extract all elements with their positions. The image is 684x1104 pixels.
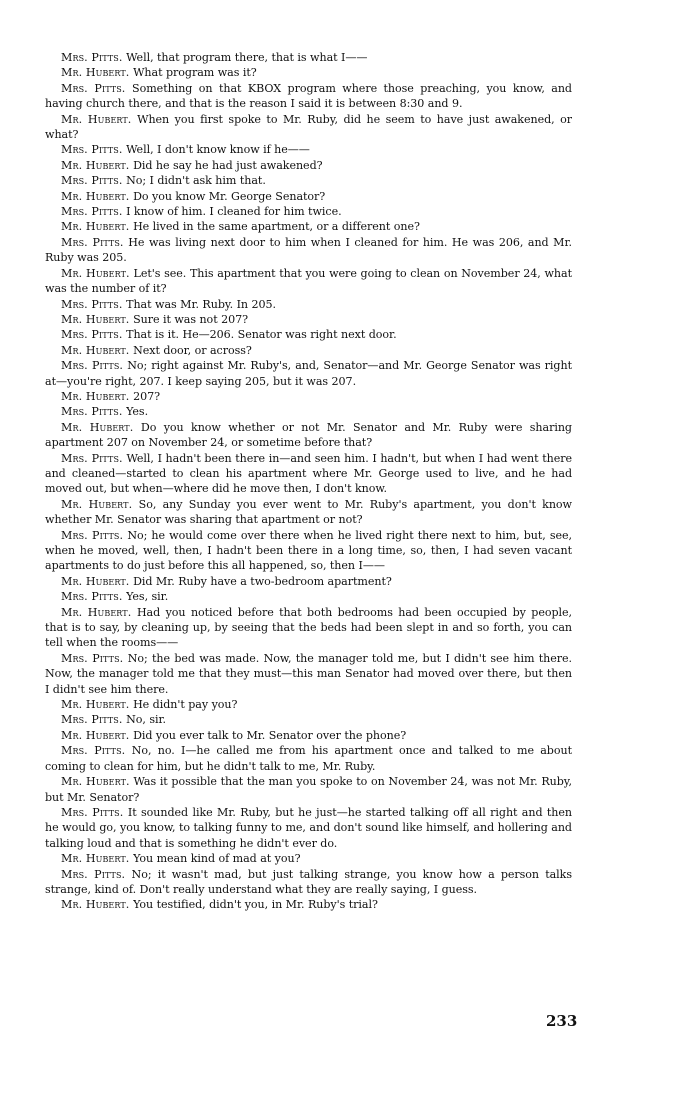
testimony-paragraph bbox=[45, 743, 572, 774]
speaker-name: Mr. Hubert. bbox=[61, 389, 130, 403]
statement-text: No; he would come over there when he lived right there next to him, but, see, when he moved, well, then, I hadn't been there in a long time, so, then, I had seven vacant apartments to do just before this all happened, so, then I—— bbox=[45, 528, 572, 573]
statement-text: Next door, or across? bbox=[133, 343, 252, 357]
testimony-paragraph bbox=[45, 497, 572, 528]
speaker-name: Mrs. Pitts. bbox=[61, 359, 124, 373]
speaker-name: Mr. Hubert. bbox=[61, 312, 130, 326]
testimony-paragraph bbox=[45, 805, 572, 851]
statement-text: It sounded like Mr. Ruby, but he just—he started talking off all right and then he would go, you know, to talking funny to me, and don't sound like himself, and hollering and talking loud and that is something he didn't ever do. bbox=[45, 805, 572, 850]
statement-text: Well, I hadn't been there in—and seen him. I hadn't, but when I had went there and cleaned—started to clean his apartment where Mr. George used to live, and he had moved out, but when—where did he move then, I don't know. bbox=[45, 451, 572, 496]
statement-text: Had you noticed before that both bedrooms had been occupied by people, that is to say, by cleaning up, by seeing that the beds had been slept in and so forth, you can tell when the rooms—— bbox=[45, 605, 572, 650]
testimony-paragraph bbox=[45, 574, 572, 589]
testimony-paragraph bbox=[45, 420, 572, 451]
statement-text: No, no. I—he called me from his apartment once and talked to me about coming to clean for him, but he didn't talk to me, Mr. Ruby. bbox=[45, 744, 572, 773]
testimony-paragraph bbox=[45, 65, 572, 80]
speaker-name: Mrs. Pitts. bbox=[61, 867, 126, 881]
statement-text: So, any Sunday you ever went to Mr. Ruby's apartment, you don't know whether Mr. Senator was sharing that apartment or not? bbox=[45, 497, 572, 527]
speaker-name: Mr. Hubert. bbox=[61, 266, 130, 280]
testimony-paragraph bbox=[45, 266, 572, 297]
statement-text: No, sir. bbox=[126, 713, 166, 727]
testimony-paragraph bbox=[45, 867, 572, 898]
statement-text: I know of him. I cleaned for him twice. bbox=[126, 205, 342, 219]
testimony-paragraph bbox=[45, 343, 572, 358]
statement-text: You testified, didn't you, in Mr. Ruby's trial? bbox=[133, 898, 378, 912]
page-number: 233 bbox=[546, 1012, 578, 1030]
speaker-name: Mr. Hubert. bbox=[61, 698, 130, 712]
speaker-name: Mrs. Pitts. bbox=[61, 805, 124, 819]
testimony-paragraph bbox=[45, 651, 572, 697]
testimony-paragraph bbox=[45, 528, 572, 574]
statement-text: What program was it? bbox=[133, 66, 257, 80]
statement-text: No; it wasn't mad, but just talking strange, you know how a person talks strange, kind of. Don't really understand what they are really saying, I guess. bbox=[45, 867, 572, 896]
testimony-paragraph bbox=[45, 204, 572, 219]
testimony-paragraph bbox=[45, 589, 572, 604]
testimony-paragraph bbox=[45, 312, 572, 327]
statement-text: Well, that program there, that is what I—— bbox=[126, 51, 368, 64]
statement-text: Something on that KBOX program where those preaching, you know, and having church there, and that is the reason I said it is between 8:30 and 9. bbox=[45, 81, 572, 111]
testimony-paragraph bbox=[45, 851, 572, 866]
statement-text: You mean kind of mad at you? bbox=[133, 852, 301, 866]
statement-text: Did Mr. Ruby have a two-bedroom apartment? bbox=[133, 574, 392, 588]
statement-text: He lived in the same apartment, or a different one? bbox=[133, 220, 420, 234]
speaker-name: Mr. Hubert. bbox=[61, 220, 130, 234]
statement-text: Was it possible that the man you spoke to on November 24, was not Mr. Ruby, but Mr. Senator? bbox=[45, 775, 572, 804]
statement-text: No; the bed was made. Now, the manager told me, but I didn't see him there. Now, the manager told me that they must—this man Senator had moved over there, but then I didn't see him there. bbox=[45, 651, 572, 696]
statement-text: When you first spoke to Mr. Ruby, did he seem to have just awakened, or what? bbox=[45, 112, 572, 142]
transcript-page bbox=[45, 50, 572, 1060]
testimony-paragraph bbox=[45, 774, 572, 805]
speaker-name: Mr. Hubert. bbox=[61, 728, 130, 742]
statement-text: Yes. bbox=[126, 405, 149, 419]
statement-text: 207? bbox=[133, 389, 160, 403]
speaker-name: Mr. Hubert. bbox=[61, 574, 130, 588]
speaker-name: Mrs. Pitts. bbox=[61, 451, 123, 465]
speaker-name: Mrs. Pitts. bbox=[61, 51, 123, 64]
testimony-paragraph bbox=[45, 728, 572, 743]
testimony-paragraph bbox=[45, 219, 572, 234]
testimony-paragraph bbox=[45, 142, 572, 157]
speaker-name: Mr. Hubert. bbox=[61, 343, 130, 357]
speaker-name: Mrs. Pitts. bbox=[61, 235, 124, 249]
speaker-name: Mr. Hubert. bbox=[61, 497, 133, 511]
speaker-name: Mrs. Pitts. bbox=[61, 713, 123, 727]
speaker-name: Mrs. Pitts. bbox=[61, 174, 123, 188]
statement-text: That is it. He—206. Senator was right next door. bbox=[126, 328, 397, 342]
testimony-paragraph bbox=[45, 50, 572, 65]
statement-text: He didn't pay you? bbox=[133, 698, 238, 712]
statement-text: Do you know whether or not Mr. Senator and Mr. Ruby were sharing apartment 207 on November 24, or sometime before that? bbox=[45, 420, 572, 450]
testimony-paragraph bbox=[45, 327, 572, 342]
statement-text: Sure it was not 207? bbox=[133, 312, 248, 326]
speaker-name: Mrs. Pitts. bbox=[61, 81, 126, 95]
testimony-paragraph bbox=[45, 389, 572, 404]
testimony-paragraph bbox=[45, 451, 572, 497]
statement-text: Let's see. This apartment that you were going to clean on November 24, what was the number of it? bbox=[45, 266, 572, 296]
statement-text: That was Mr. Ruby. In 205. bbox=[126, 297, 276, 311]
speaker-name: Mrs. Pitts. bbox=[61, 205, 123, 219]
testimony-paragraph bbox=[45, 189, 572, 204]
testimony-paragraph bbox=[45, 112, 572, 143]
speaker-name: Mrs. Pitts. bbox=[61, 744, 126, 758]
statement-text: Did he say he had just awakened? bbox=[133, 158, 323, 172]
speaker-name: Mr. Hubert. bbox=[61, 189, 130, 203]
testimony-transcript bbox=[45, 50, 572, 913]
speaker-name: Mr. Hubert. bbox=[61, 66, 130, 80]
speaker-name: Mr. Hubert. bbox=[61, 898, 130, 912]
testimony-paragraph bbox=[45, 712, 572, 727]
speaker-name: Mr. Hubert. bbox=[61, 775, 130, 789]
speaker-name: Mr. Hubert. bbox=[61, 112, 132, 126]
speaker-name: Mrs. Pitts. bbox=[61, 528, 124, 542]
speaker-name: Mrs. Pitts. bbox=[61, 143, 123, 157]
speaker-name: Mrs. Pitts. bbox=[61, 297, 123, 311]
statement-text: He was living next door to him when I cleaned for him. He was 206, and Mr. Ruby was 205. bbox=[45, 235, 572, 265]
speaker-name: Mr. Hubert. bbox=[61, 852, 130, 866]
statement-text: Yes, sir. bbox=[126, 590, 169, 604]
speaker-name: Mrs. Pitts. bbox=[61, 328, 123, 342]
testimony-paragraph bbox=[45, 404, 572, 419]
speaker-name: Mr. Hubert. bbox=[61, 420, 134, 434]
speaker-name: Mrs. Pitts. bbox=[61, 590, 123, 604]
testimony-paragraph bbox=[45, 358, 572, 389]
testimony-paragraph bbox=[45, 605, 572, 651]
statement-text: No; right against Mr. Ruby's, and, Senator—and Mr. George Senator was right at—you're right, 207. I keep saying 205, but it was 207. bbox=[45, 359, 572, 388]
testimony-paragraph bbox=[45, 158, 572, 173]
statement-text: No; I didn't ask him that. bbox=[126, 174, 266, 188]
speaker-name: Mr. Hubert. bbox=[61, 605, 132, 619]
statement-text: Did you ever talk to Mr. Senator over the phone? bbox=[133, 728, 407, 742]
testimony-paragraph bbox=[45, 897, 572, 912]
speaker-name: Mr. Hubert. bbox=[61, 158, 130, 172]
testimony-paragraph bbox=[45, 173, 572, 188]
testimony-paragraph bbox=[45, 235, 572, 266]
testimony-paragraph bbox=[45, 697, 572, 712]
speaker-name: Mrs. Pitts. bbox=[61, 405, 123, 419]
statement-text: Well, I don't know know if he—— bbox=[126, 143, 310, 157]
statement-text: Do you know Mr. George Senator? bbox=[133, 189, 326, 203]
testimony-paragraph bbox=[45, 297, 572, 312]
speaker-name: Mrs. Pitts. bbox=[61, 651, 124, 665]
testimony-paragraph bbox=[45, 81, 572, 112]
